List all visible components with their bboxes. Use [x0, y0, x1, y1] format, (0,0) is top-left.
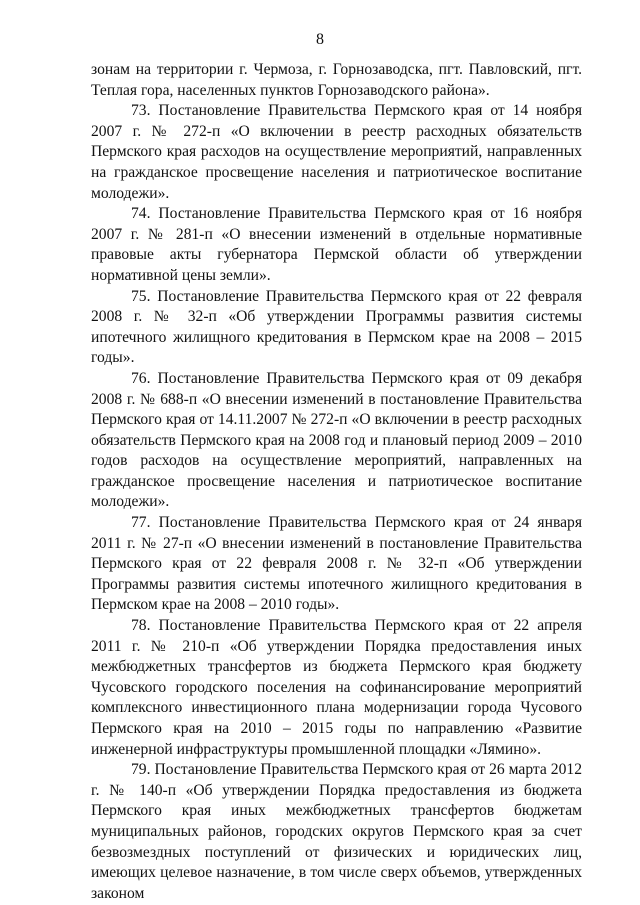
paragraph-item-79: 79. Постановление Правительства Пермского края от 26 марта 2012 г. № 140-п «Об утверждении Порядка предоставления из бюджета Пермского края иных межбюджетных трансфертов бюджетам муниципальных районов, городских округов Пермского края за счет безвозмездных поступлений от физических и юридических лиц, имеющих целевое назначение, в том числе сверх объемов, утвержденных законом	[91, 761, 582, 902]
paragraph-continuation: зонам на территории г. Чермоза, г. Горнозаводска, пгт. Павловский, пгт. Теплая гора, населенных пунктов Горнозаводского района».	[91, 61, 582, 99]
paragraph-item-77: 77. Постановление Правительства Пермского края от 24 января 2011 г. № 27-п «О внесении изменений в постановление Правительства Пермского края от 22 февраля 2008 г. № 32-п «Об утверждении Программы развития системы ипотечного жилищного кредитования в Пермском крае на 2008 – 2010 годы».	[91, 514, 582, 614]
paragraph-item-73: 73. Постановление Правительства Пермского края от 14 ноября 2007 г. № 272-п «О включении в реестр расходных обязательств Пермского края расходов на осуществление мероприятий, направленных на гражданское просвещение населения и патриотическое воспитание молодежи».	[91, 102, 582, 202]
page-number: 8	[316, 31, 324, 48]
paragraph-item-75: 75. Постановление Правительства Пермского края от 22 февраля 2008 г. № 32-п «Об утверждении Программы развития системы ипотечного жилищного кредитования в Пермском крае на 2008 – 2015 годы».	[91, 287, 582, 367]
paragraph-item-74: 74. Постановление Правительства Пермского края от 16 ноября 2007 г. № 281-п «О внесении изменений в отдельные нормативные правовые акты губернатора Пермской области об утверждении нормативной цены земли».	[91, 205, 582, 284]
document-body	[91, 60, 582, 904]
paragraph-item-76: 76. Постановление Правительства Пермского края от 09 декабря 2008 г. № 688-п «О внесении изменений в постановление Правительства Пермского края от 14.11.2007 № 272-п «О включении в реестр расходных обязательств Пермского края на 2008 год и плановый период 2009 – 2010 годов расходов на осуществление мероприятий, направленных на гражданское просвещение населения и патриотическое воспитание молодежи».	[91, 369, 582, 511]
paragraph-item-78: 78. Постановление Правительства Пермского края от 22 апреля 2011 г. № 210-п «Об утверждении Порядка предоставления иных межбюджетных трансфертов из бюджета Пермского края бюджету Чусовского городского поселения на софинансирование мероприятий комплексного инвестиционного плана модернизации города Чусового Пермского края на 2010 – 2015 годы по направлению «Развитие инженерной инфраструктуры промышленной площадки «Лямино».	[91, 617, 582, 758]
